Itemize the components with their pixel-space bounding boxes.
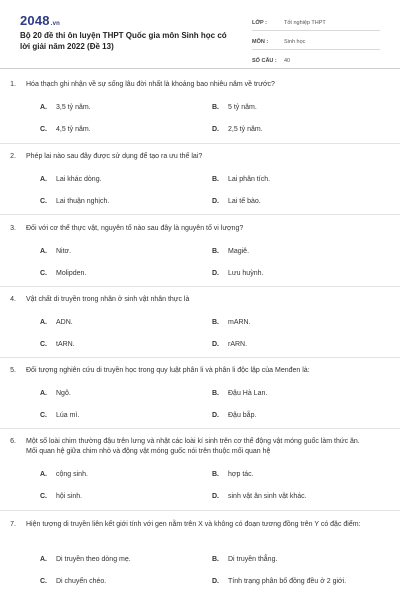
option-b[interactable]	[212, 319, 251, 326]
question-text: Đối với cơ thể thực vật, nguyên tố nào sau đây là nguyên tố vi lượng?	[26, 225, 244, 232]
option-letter: A.	[40, 248, 47, 255]
option-letter: C.	[40, 578, 47, 585]
option-text: cộng sinh.	[56, 471, 88, 478]
option-text: hội sinh.	[56, 493, 83, 500]
option-letter: C.	[40, 198, 47, 205]
option-a[interactable]	[40, 176, 102, 183]
meta-row-count	[252, 53, 380, 69]
option-d[interactable]	[212, 412, 256, 419]
option-text: Di truyền theo dòng mẹ.	[56, 556, 131, 563]
option-text: ADN.	[56, 319, 73, 326]
option-text: mARN.	[228, 319, 251, 326]
option-text: Lúa mì.	[56, 412, 80, 419]
option-letter: A.	[40, 556, 47, 563]
option-letter: B.	[212, 556, 219, 563]
option-letter: A.	[40, 104, 47, 111]
question-number: 2.	[10, 153, 16, 160]
question-divider	[0, 428, 400, 429]
option-text: Lai phân tích.	[228, 176, 271, 183]
option-text: 2,5 tỷ năm.	[228, 126, 263, 133]
option-text: sinh vật ăn sinh vật khác.	[228, 493, 307, 500]
option-letter: B.	[212, 471, 219, 478]
option-letter: D.	[212, 412, 219, 419]
option-letter: D.	[212, 270, 219, 277]
question-text: Hiện tượng di truyền liên kết giới tính với gen nằm trên X và không có đoạn tương đồng trên Y có đặc điểm:	[26, 521, 361, 528]
question-text: Đối tượng nghiên cứu di truyền học trong quy luật phân li và phân li độc lập của Menđen là:	[26, 367, 310, 374]
question-divider	[0, 510, 400, 511]
option-b[interactable]	[212, 390, 267, 397]
option-letter: B.	[212, 319, 219, 326]
option-b[interactable]	[212, 471, 254, 478]
option-c[interactable]	[40, 578, 106, 585]
meta-row-grade	[252, 15, 380, 31]
option-letter: B.	[212, 248, 219, 255]
option-c[interactable]	[40, 126, 91, 133]
meta-row-subject	[252, 34, 380, 50]
option-letter: D.	[212, 198, 219, 205]
option-c[interactable]	[40, 198, 109, 205]
option-letter: A.	[40, 319, 47, 326]
option-letter: C.	[40, 493, 47, 500]
option-text: 4,5 tỷ năm.	[56, 126, 91, 133]
option-a[interactable]	[40, 471, 88, 478]
option-text: Di truyền thẳng.	[228, 556, 278, 563]
option-text: Lưu huỳnh.	[228, 270, 264, 277]
option-a[interactable]	[40, 390, 71, 397]
question-text: Phép lai nào sau đây được sử dụng để tạo ra ưu thế lai?	[26, 153, 203, 160]
option-text: Lai tế bào.	[228, 198, 261, 205]
question-text: Vật chất di truyền trong nhân ở sinh vật nhân thực là	[26, 296, 190, 303]
question-divider	[0, 286, 400, 287]
question-number: 6.	[10, 438, 16, 445]
option-text: Ngô.	[56, 390, 71, 397]
option-text: hợp tác.	[228, 471, 254, 478]
option-c[interactable]	[40, 341, 75, 348]
question-divider	[0, 357, 400, 358]
document-header	[0, 0, 400, 70]
option-letter: C.	[40, 270, 47, 277]
option-c[interactable]	[40, 493, 82, 500]
option-d[interactable]	[212, 578, 346, 585]
option-letter: D.	[212, 341, 219, 348]
option-letter: A.	[40, 471, 47, 478]
option-letter: A.	[40, 176, 47, 183]
question-divider	[0, 214, 400, 215]
site-logo[interactable]	[20, 13, 60, 28]
option-text: Lai khác dòng.	[56, 176, 102, 183]
question-text: Một số loài chim thường đậu trên lưng và nhặt các loài kí sinh trên cơ thể động vật móng guốc làm thức ăn. Mối quan hệ giữa chim nhỏ và động vật móng guốc nói trên thuộc mối quan hệ	[26, 438, 360, 455]
option-d[interactable]	[212, 126, 263, 133]
option-d[interactable]	[212, 493, 307, 500]
option-a[interactable]	[40, 248, 71, 255]
option-a[interactable]	[40, 319, 73, 326]
option-letter: C.	[40, 412, 47, 419]
meta-label: SỐ CÂU :	[252, 57, 277, 64]
option-text: Molipden.	[56, 270, 87, 277]
option-text: 3,5 tỷ năm.	[56, 104, 91, 111]
question-number: 3.	[10, 225, 16, 232]
question-text: Hóa thạch ghi nhận về sự sống lâu đời nhất là khoảng bao nhiêu năm về trước?	[26, 81, 275, 88]
meta-label: MÔN :	[252, 38, 269, 45]
question-number: 4.	[10, 296, 16, 303]
option-letter: A.	[40, 390, 47, 397]
option-letter: C.	[40, 341, 47, 348]
option-d[interactable]	[212, 270, 263, 277]
option-a[interactable]	[40, 104, 91, 111]
meta-value: 40	[284, 57, 291, 64]
option-text: Lai thuận nghịch.	[56, 198, 110, 205]
option-letter: D.	[212, 578, 219, 585]
option-letter: D.	[212, 126, 219, 133]
question-number: 7.	[10, 521, 16, 528]
option-letter: B.	[212, 104, 219, 111]
option-b[interactable]	[212, 248, 249, 255]
option-d[interactable]	[212, 198, 261, 205]
option-a[interactable]	[40, 556, 131, 563]
option-letter: C.	[40, 126, 47, 133]
option-text: rARN.	[228, 341, 248, 348]
meta-label: LỚP :	[252, 19, 267, 26]
option-b[interactable]	[212, 176, 270, 183]
option-text: Đậu bắp.	[228, 412, 257, 419]
meta-value: Tốt nghiệp THPT	[284, 19, 326, 26]
document-meta	[252, 15, 380, 72]
option-text: tARN.	[56, 341, 75, 348]
header-divider	[0, 68, 400, 69]
option-b[interactable]	[212, 104, 257, 111]
option-text: Magiê.	[228, 248, 250, 255]
option-b[interactable]	[212, 556, 277, 563]
meta-value: Sinh học	[284, 38, 306, 45]
option-d[interactable]	[212, 341, 247, 348]
question-number: 5.	[10, 367, 16, 374]
option-letter: B.	[212, 390, 219, 397]
option-c[interactable]	[40, 412, 79, 419]
logo-text: 2048	[20, 13, 50, 28]
logo-tld: .vn	[50, 21, 61, 27]
option-text: 5 tỷ năm.	[228, 104, 257, 111]
option-text: Đậu Hà Lan.	[228, 390, 268, 397]
option-text: Di chuyển chéo.	[56, 578, 107, 585]
option-text: Tính trạng phân bố đồng đều ở 2 giới.	[228, 578, 347, 585]
option-letter: D.	[212, 493, 219, 500]
option-letter: B.	[212, 176, 219, 183]
option-c[interactable]	[40, 270, 86, 277]
option-text: Nitơ.	[56, 248, 72, 255]
question-number: 1.	[10, 81, 16, 88]
document-title: Bộ 20 đề thi ôn luyện THPT Quốc gia môn Sinh học có lời giải năm 2022 (Đề 13)	[20, 31, 227, 51]
question-divider	[0, 143, 400, 144]
